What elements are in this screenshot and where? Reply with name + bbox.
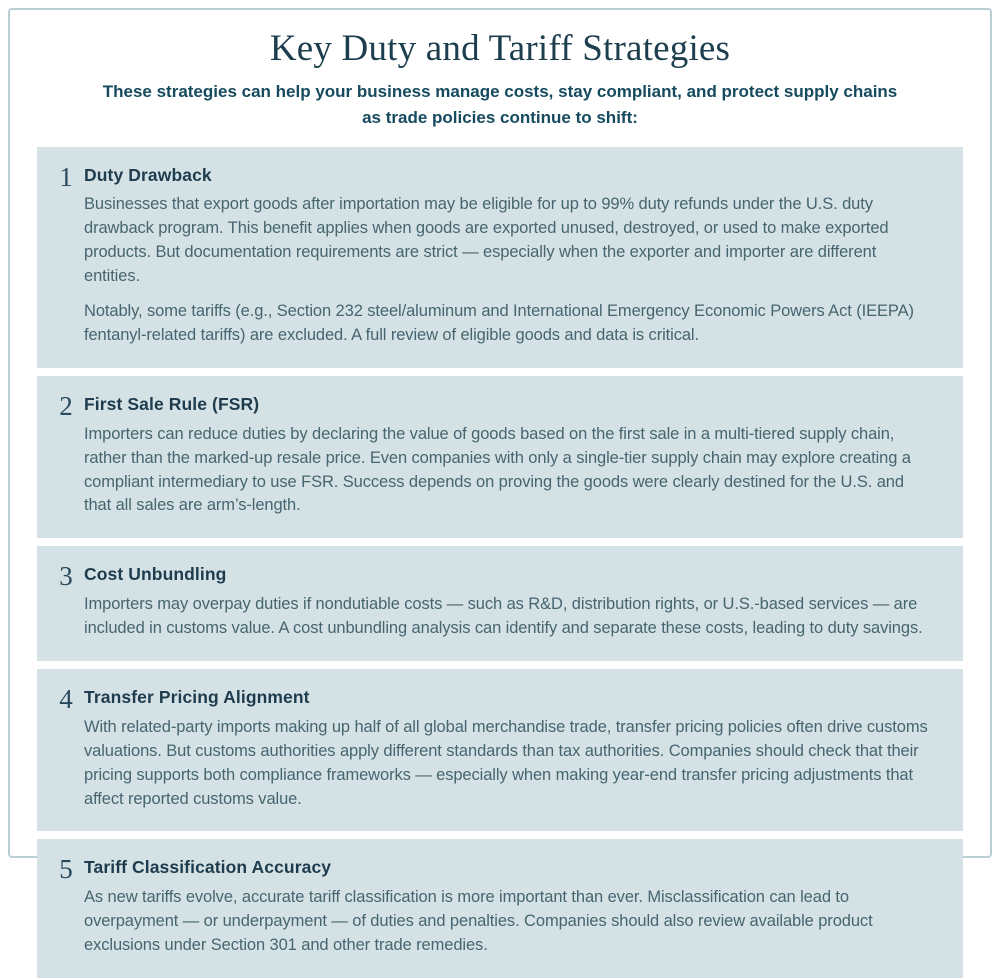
strategy-content [84, 393, 929, 518]
strategy-card [37, 376, 963, 538]
strategy-content [84, 164, 929, 348]
strategy-number: 3 [59, 561, 73, 592]
strategy-content [84, 856, 929, 958]
strategy-paragraph: Importers may overpay duties if nondutiable costs — such as R&D, distribution rights, or U.S.-based services — are included in customs value. A cost unbundling analysis can identify and separate these costs, leading to duty savings. [84, 595, 923, 638]
strategy-heading: Tariff Classification Accuracy [84, 857, 332, 878]
page-subtitle [10, 79, 990, 132]
strategy-paragraph: As new tariffs evolve, accurate tariff classification is more important than ever. Misclassification can lead to overpayment — or underpayment — of duties and penalties. Companies should also review available product exclusions under Section 301 and other trade remedies. [84, 888, 873, 955]
strategy-paragraph: Businesses that export goods after importation may be eligible for up to 99% duty refunds under the U.S. duty drawback program. This benefit applies when goods are exported unused, destroyed, or used to make exported products. But documentation requirements are strict — especially when the exporter and importer are different entities. [84, 195, 889, 286]
strategy-number: 2 [59, 390, 73, 421]
strategy-paragraph: With related-party imports making up half of all global merchandise trade, transfer pricing policies often drive customs valuations. But customs authorities apply different standards than tax authorities. Companies should check that their pricing supports both compliance frameworks — especially when making year-end transfer pricing adjustments that affect reported customs value. [84, 717, 928, 808]
strategy-paragraph: Notably, some tariffs (e.g., Section 232 steel/aluminum and International Emergency Economic Powers Act (IEEPA) fentanyl-related tariffs) are excluded. A full review of eligible goods and data is critical. [84, 302, 914, 345]
strategy-heading: Duty Drawback [84, 164, 212, 185]
strategy-heading: First Sale Rule (FSR) [84, 393, 260, 414]
strategy-card [37, 546, 963, 661]
strategy-card [37, 669, 963, 831]
page-title: Key Duty and Tariff Strategies [269, 28, 731, 69]
infographic-frame [8, 8, 992, 955]
strategy-paragraph: Importers can reduce duties by declaring the value of goods based on the first sale in a multi-tiered supply chain, rather than the marked-up resale price. Even companies with only a single-tier supply chain may explore creating a compliant intermediary to use FSR. Success depends on proving the goods were clearly destined for the U.S. and that all sales are arm’s-length. [84, 424, 911, 515]
strategy-content [84, 686, 929, 811]
strategy-card [37, 839, 963, 978]
strategy-heading: Cost Unbundling [84, 564, 227, 585]
page-subtitle-line1: These strategies can help your business manage costs, stay compliant, and protect supply chains [102, 82, 898, 101]
strategy-content [84, 563, 929, 641]
strategy-list [37, 147, 963, 978]
strategy-number: 1 [59, 161, 73, 192]
strategy-number: 5 [59, 854, 73, 885]
strategy-number: 4 [59, 684, 73, 714]
page-subtitle-line2: as trade policies continue to shift: [362, 108, 638, 128]
strategy-heading: Transfer Pricing Alignment [84, 687, 310, 707]
strategy-card [37, 147, 963, 368]
